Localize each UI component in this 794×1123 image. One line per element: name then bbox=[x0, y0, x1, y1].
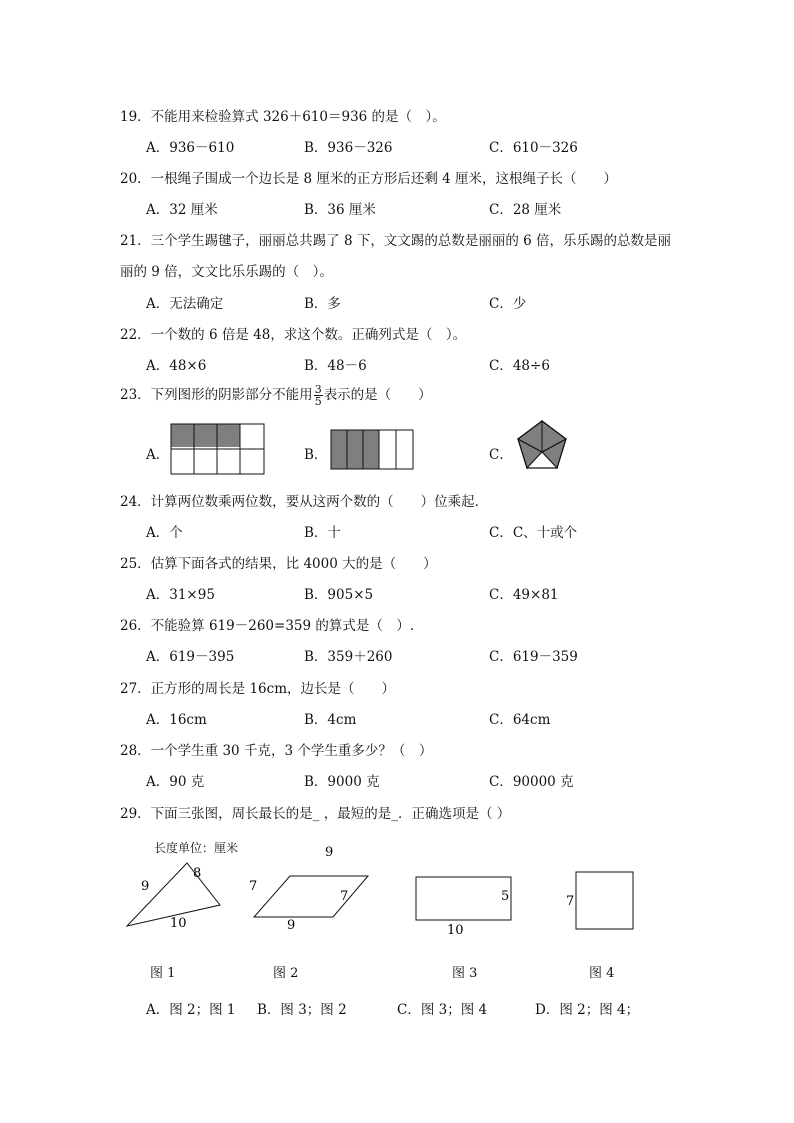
q29-figures bbox=[0, 830, 794, 950]
q23-figures bbox=[0, 0, 794, 500]
para-right-label: 7 bbox=[340, 889, 349, 904]
q25-option-b[interactable]: B．905×5 bbox=[304, 587, 374, 603]
question-25: 25．估算下面各式的结果，比 4000 大的是（ ） bbox=[120, 556, 437, 572]
question-19: 19．不能用来检验算式 326＋610＝936 的是（ ）。 bbox=[120, 109, 446, 125]
para-top-label: 9 bbox=[325, 845, 334, 860]
q29-option-a[interactable]: A．图 2；图 1 bbox=[146, 1002, 236, 1018]
q22-option-a[interactable]: A．48×6 bbox=[146, 358, 207, 374]
question-22: 22．一个数的 6 倍是 48，求这个数。正确列式是（ ）。 bbox=[120, 327, 467, 343]
q28-option-a[interactable]: A．90 克 bbox=[146, 774, 205, 790]
q20-option-a[interactable]: A．32 厘米 bbox=[146, 202, 218, 218]
question-21-line2: 丽的 9 倍，文文比乐乐踢的（ ）。 bbox=[120, 264, 333, 280]
q24-option-b[interactable]: B．十 bbox=[304, 525, 341, 541]
para-bottom-label: 9 bbox=[287, 918, 296, 933]
q26-option-b[interactable]: B．359＋260 bbox=[304, 649, 393, 665]
parallelogram-shape bbox=[254, 876, 368, 917]
fig4-caption: 图 4 bbox=[589, 966, 615, 981]
q26-option-a[interactable]: A．619－395 bbox=[146, 649, 235, 665]
grid-cell-shaded bbox=[171, 424, 194, 447]
question-20: 20．一根绳子围成一个边长是 8 厘米的正方形后还剩 4 厘米，这根绳子长（ ） bbox=[120, 171, 618, 187]
question-27: 27．正方形的周长是 16cm，边长是（ ） bbox=[120, 681, 396, 697]
q22-option-b[interactable]: B．48－6 bbox=[304, 358, 367, 374]
q28-option-c[interactable]: C．90000 克 bbox=[489, 774, 574, 790]
fig3-caption: 图 3 bbox=[452, 966, 478, 981]
strip-shaded bbox=[363, 430, 379, 469]
q25-option-a[interactable]: A．31×95 bbox=[146, 587, 215, 603]
q26-option-c[interactable]: C．619－359 bbox=[489, 649, 578, 665]
q24-option-a[interactable]: A．个 bbox=[146, 525, 183, 541]
question-29: 29．下面三张图，周长最长的是_ ，最短的是_．正确选项是（ ） bbox=[120, 806, 511, 822]
fig2-caption: 图 2 bbox=[273, 966, 299, 981]
q28-option-b[interactable]: B．9000 克 bbox=[304, 774, 380, 790]
q19-option-a[interactable]: A．936－610 bbox=[146, 140, 235, 156]
figure-b-strips bbox=[331, 430, 413, 469]
q21-option-b[interactable]: B．多 bbox=[304, 296, 341, 312]
rect-bottom-label: 10 bbox=[447, 923, 464, 938]
q23-text-pre: 23．下列图形的阴影部分不能用 bbox=[120, 387, 313, 403]
q19-option-c[interactable]: C．610－326 bbox=[489, 140, 578, 156]
q23-option-b[interactable]: B． bbox=[304, 447, 328, 463]
q25-option-c[interactable]: C．49×81 bbox=[489, 587, 559, 603]
unit-label: 长度单位：厘米 bbox=[154, 841, 239, 855]
q27-option-a[interactable]: A．16cm bbox=[146, 712, 207, 728]
grid-cell-shaded bbox=[217, 424, 240, 447]
fraction-denominator: 5 bbox=[314, 395, 322, 408]
grid-cell-shaded bbox=[194, 424, 217, 447]
q19-option-b[interactable]: B．936－326 bbox=[304, 140, 393, 156]
square-left-label: 7 bbox=[566, 894, 575, 909]
q27-option-b[interactable]: B．4cm bbox=[304, 712, 357, 728]
rect-right-label: 5 bbox=[501, 889, 510, 904]
q21-option-c[interactable]: C．少 bbox=[489, 296, 527, 312]
q21-option-a[interactable]: A．无法确定 bbox=[146, 296, 224, 312]
q27-option-c[interactable]: C．64cm bbox=[489, 712, 551, 728]
q20-option-c[interactable]: C．28 厘米 bbox=[489, 202, 562, 218]
para-left-label: 7 bbox=[249, 879, 258, 894]
q24-option-c[interactable]: C．C、十或个 bbox=[489, 525, 578, 541]
tri-left-label: 9 bbox=[141, 879, 150, 894]
fig1-caption: 图 1 bbox=[150, 966, 176, 981]
q23-option-a[interactable]: A． bbox=[146, 447, 170, 463]
question-26: 26．不能验算 619－260=359 的算式是（ ）. bbox=[120, 618, 415, 634]
q23-text-post: 表示的是（ ） bbox=[323, 387, 432, 403]
q22-option-c[interactable]: C．48÷6 bbox=[489, 358, 550, 374]
figure-c-pentagon bbox=[518, 421, 566, 468]
tri-right-label: 8 bbox=[193, 866, 202, 881]
question-28: 28．一个学生重 30 千克，3 个学生重多少？（ ） bbox=[120, 743, 433, 759]
tri-bottom-label: 10 bbox=[170, 916, 187, 931]
question-21-line1: 21．三个学生踢毽子，丽丽总共踢了 8 下，文文踢的总数是丽丽的 6 倍，乐乐踢的总数是丽 bbox=[120, 233, 672, 249]
q29-option-b[interactable]: B．图 3；图 2 bbox=[257, 1002, 347, 1018]
rectangle-shape bbox=[416, 877, 511, 920]
q29-option-d[interactable]: D．图 2；图 4； bbox=[535, 1002, 640, 1018]
q23-option-c[interactable]: C． bbox=[489, 447, 513, 463]
square-shape bbox=[576, 872, 633, 929]
strip-shaded bbox=[347, 430, 363, 469]
question-24: 24．计算两位数乘两位数，要从这两个数的（ ）位乘起． bbox=[120, 494, 489, 510]
fraction-numerator: 3 bbox=[314, 383, 322, 396]
figure-a-grid bbox=[171, 424, 264, 474]
strip-shaded bbox=[331, 430, 347, 469]
q20-option-b[interactable]: B．36 厘米 bbox=[304, 202, 376, 218]
q29-option-c[interactable]: C．图 3；图 4 bbox=[397, 1002, 488, 1018]
